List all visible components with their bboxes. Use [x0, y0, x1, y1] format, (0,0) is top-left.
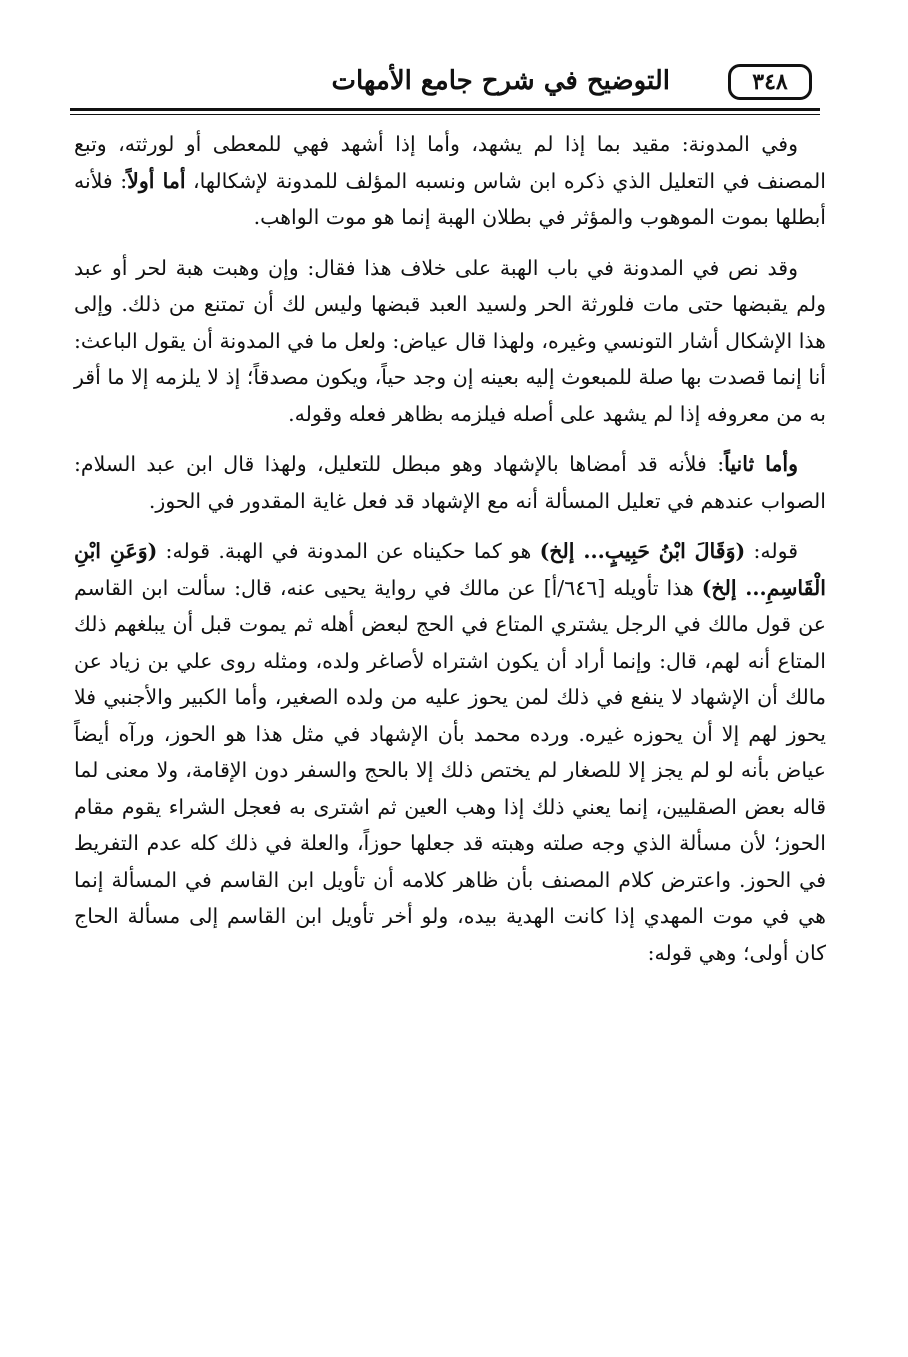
- text-run: قوله:: [745, 539, 798, 563]
- paragraph: [74, 533, 826, 971]
- page-number: ٣٤٨: [728, 64, 812, 100]
- text-run: هو كما حكيناه عن المدونة في الهبة. قوله:: [157, 539, 540, 563]
- text-run: وقد نص في المدونة في باب الهبة على خلاف هذا فقال: وإن وهبت هبة لحر أو عبد ولم يقبضها حتى مات فلورثة الحر ولسيد العبد قبضها وليس لك أن تمتنع من ذلك. وإلى هذا الإشكال أشار التونسي وغيره، ولهذا قال عياض: ولعل ما في المدونة أن يقول الباعث: أنا إنما قصدت بها صلة للمبعوث إليه بعينه إن وجد حياً، ويكون مصدقاً؛ إذ لا يلزمه إلا ما أقر به من معروفه إذا لم يشهد على أصله فيلزمه بظاهر فعله وقوله.: [74, 255, 826, 426]
- paragraph: [74, 446, 826, 519]
- bold-text: أما أولاً: [127, 168, 186, 193]
- page-header: [70, 58, 820, 118]
- body-text: [74, 126, 826, 985]
- header-divider: [70, 108, 820, 111]
- text-run: هذا تأويله [٦٤٦/أ] عن مالك في رواية يحيى عنه، قال: سألت ابن القاسم عن قول مالك في الرجل يشتري المتاع في الحج لبعض أهله ثم يموت قبل أن يبلغهم ذلك المتاع أنه لهم، قال: وإنما أراد أن يكون اشتراه لأصاغر ولده، ومثله روى علي بن زياد عن مالك أن الإشهاد لا ينفع في ذلك لمن يحوز عليه من ولده الصغير، وأما الكبير والأجنبي فلا يحوز لهم إلا أن يحوزه غيره. ورده محمد بأن الإشهاد في مثل هذا هو الحوز، ورآه أيضاً عياض بأنه لو لم يجز إلا للصغار لم يختص ذلك إلا بالحج والسفر دون الإقامة، ولا معنى لما قاله بعض الصقليين، إنما يعني ذلك إذا وهب العين ثم اشترى به فعجل الشراء يقوم مقام الحوز؛ لأن مسألة الذي وجه صلته وهبته قد جعلها حوزاً، والعلة في ذلك كله عدم التفريط في الحوز. واعترض كلام المصنف بأن ظاهر كلامه أن تأويل ابن القاسم في المسألة إنما هي في موت المهدي إذا كانت الهدية بيده، ولو أخر تأويل ابن القاسم إلى مسألة الحاج كان أولى؛ وهي قوله:: [74, 575, 826, 965]
- bold-text: (وَعَنِ ابْنِ الْقَاسِمِ... إلخ): [74, 539, 826, 600]
- bold-text: وأما ثانياً: [724, 452, 798, 476]
- bold-text: (وَقَالَ ابْنُ حَبِيبٍ... إلخ): [539, 539, 746, 563]
- header-divider-thin: [70, 114, 820, 115]
- paragraph: [74, 250, 826, 433]
- text-run: : فلأنه أبطلها بموت الموهوب والمؤثر في بطلان الهبة إنما هو موت الواهب.: [74, 168, 826, 229]
- text-run: : فلأنه قد أمضاها بالإشهاد وهو مبطل للتعليل، ولهذا قال ابن عبد السلام: الصواب عندهم في تعليل المسألة أنه مع الإشهاد قد فعل غاية المقدور في الحوز.: [74, 452, 826, 513]
- text-run: وفي المدونة: مقيد بما إذا لم يشهد، وأما إذا أشهد فهي للمعطى أو لورثته، وتبع المصنف في التعليل الذي ذكره ابن شاس ونسبه المؤلف للمدونة لإشكالها،: [74, 132, 826, 193]
- book-title: التوضيح في شرح جامع الأمهات: [331, 66, 670, 96]
- paragraph: [74, 126, 826, 236]
